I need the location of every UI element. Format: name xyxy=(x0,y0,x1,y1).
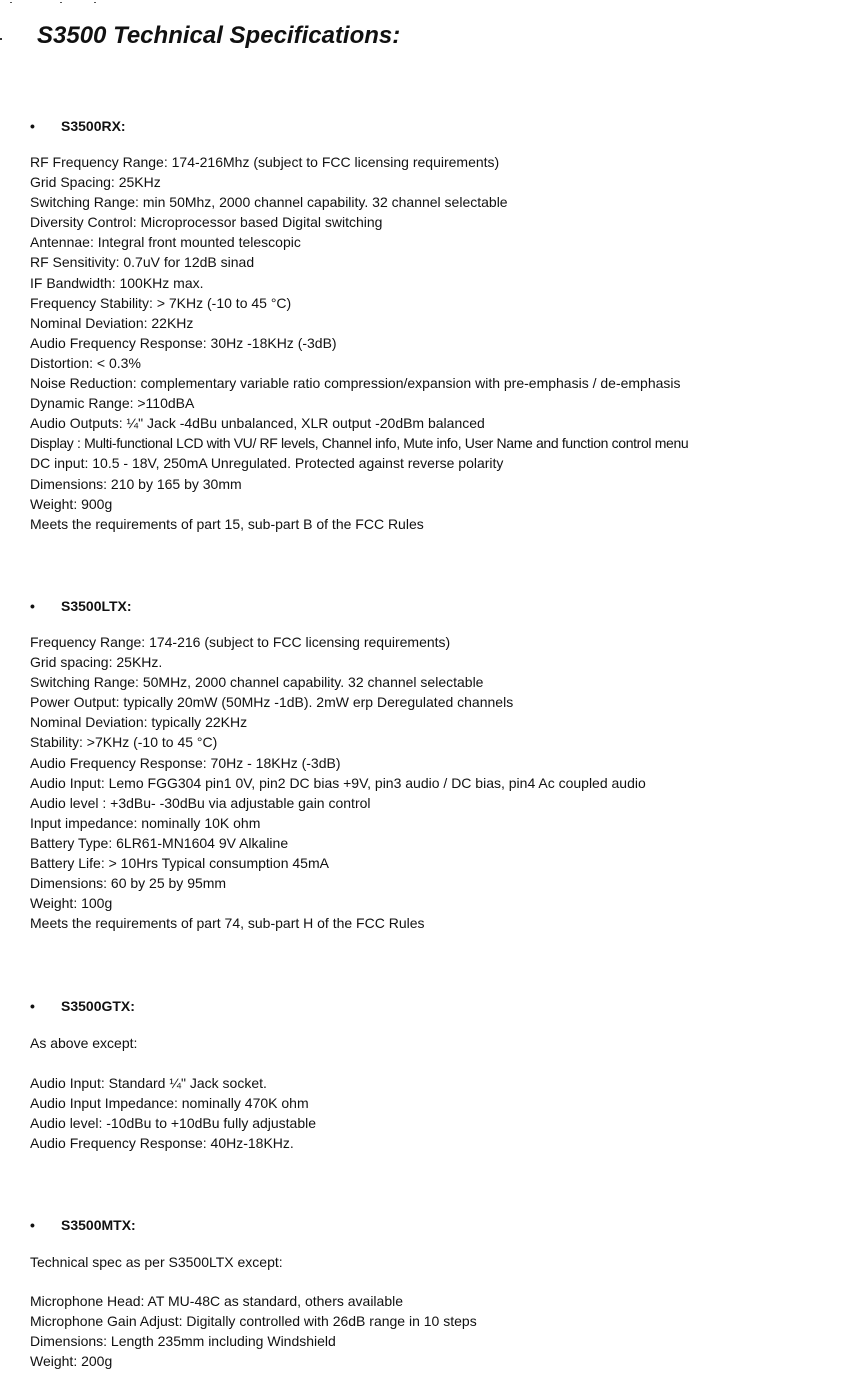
spec-line: Noise Reduction: complementary variable ratio compression/expansion with pre-emphasis / de-emphasis xyxy=(30,375,681,392)
section-intro: Technical spec as per S3500LTX except: xyxy=(30,1254,283,1270)
section-heading xyxy=(30,116,868,136)
spec-line: RF Sensitivity: 0.7uV for 12dB sinad xyxy=(30,254,255,271)
section-heading xyxy=(30,596,868,616)
section-s3500gtx xyxy=(30,996,868,1153)
section-intro: As above except: xyxy=(30,1035,138,1051)
bullet-icon: • xyxy=(30,998,35,1014)
spec-line: Audio Outputs: ¼" Jack -4dBu unbalanced, XLR output -20dBm balanced xyxy=(30,415,485,432)
spec-line: Audio Input Impedance: nominally 470K ohm xyxy=(30,1095,309,1112)
spec-list xyxy=(30,632,868,933)
spec-list xyxy=(30,1291,868,1371)
spec-line: Weight: 100g xyxy=(30,895,113,912)
section-heading xyxy=(30,996,868,1016)
spec-line: DC input: 10.5 - 18V, 250mA Unregulated. Protected against reverse polarity xyxy=(30,455,504,472)
section-s3500ltx xyxy=(30,596,868,933)
spec-line: Grid Spacing: 25KHz xyxy=(30,174,161,191)
spec-line: Switching Range: 50MHz, 2000 channel capability. 32 channel selectable xyxy=(30,674,484,691)
spec-line: Frequency Range: 174-216 (subject to FCC licensing requirements) xyxy=(30,634,451,650)
spec-line: Audio Frequency Response: 70Hz - 18KHz (-3dB) xyxy=(30,754,341,771)
heading-label: S3500MTX: xyxy=(61,1217,136,1233)
section-heading xyxy=(30,1215,868,1235)
heading-label: S3500RX: xyxy=(61,118,126,134)
spec-list xyxy=(30,1073,868,1153)
spec-line: Battery Type: 6LR61-MN1604 9V Alkaline xyxy=(30,834,289,851)
spec-line: Diversity Control: Microprocessor based Digital switching xyxy=(30,214,383,231)
spec-line: IF Bandwidth: 100KHz max. xyxy=(30,274,204,291)
spec-line: Dynamic Range: >110dBA xyxy=(30,395,195,412)
spec-line: Audio Input: Lemo FGG304 pin1 0V, pin2 DC bias +9V, pin3 audio / DC bias, pin4 Ac coupled audio xyxy=(30,774,646,791)
spec-line: Audio Input: Standard ¼" Jack socket. xyxy=(30,1075,267,1092)
spec-line: Audio Frequency Response: 40Hz-18KHz. xyxy=(30,1135,294,1152)
spec-line: Meets the requirements of part 15, sub-part B of the FCC Rules xyxy=(30,515,424,532)
spec-line: Switching Range: min 50Mhz, 2000 channel capability. 32 channel selectable xyxy=(30,194,508,211)
heading-label: S3500GTX: xyxy=(61,998,135,1014)
spec-line: Display : Multi-functional LCD with VU/ RF levels, Channel info, Mute info, User Name and function control menu xyxy=(30,435,689,452)
spec-line: Audio Frequency Response: 30Hz -18KHz (-3dB) xyxy=(30,334,337,351)
spec-line: Input impedance: nominally 10K ohm xyxy=(30,814,261,831)
spec-line: Nominal Deviation: 22KHz xyxy=(30,314,194,331)
page-title: S3500 Technical Specifications: xyxy=(37,22,401,49)
scan-mark xyxy=(0,38,2,40)
spec-line: Audio level : +3dBu- -30dBu via adjustable gain control xyxy=(30,794,371,811)
section-s3500mtx xyxy=(30,1215,868,1371)
bullet-icon: • xyxy=(30,1217,35,1233)
spec-line: Weight: 200g xyxy=(30,1353,113,1370)
spec-line: Dimensions: 60 by 25 by 95mm xyxy=(30,875,227,892)
spec-line: Audio level: -10dBu to +10dBu fully adjustable xyxy=(30,1115,317,1132)
spec-line: Dimensions: Length 235mm including Windshield xyxy=(30,1333,336,1350)
spec-line: Frequency Stability: > 7KHz (-10 to 45 °C) xyxy=(30,294,292,311)
spec-line: Weight: 900g xyxy=(30,495,113,512)
spec-line: Battery Life: > 10Hrs Typical consumption 45mA xyxy=(30,855,329,872)
spec-list xyxy=(30,152,868,534)
spec-line: Meets the requirements of part 74, sub-part H of the FCC Rules xyxy=(30,915,425,932)
spec-line: Power Output: typically 20mW (50MHz -1dB). 2mW erp Deregulated channels xyxy=(30,694,514,711)
spec-line: Nominal Deviation: typically 22KHz xyxy=(30,714,248,731)
spec-line: Distortion: < 0.3% xyxy=(30,354,141,371)
bullet-icon: • xyxy=(30,598,35,614)
spec-line: Microphone Head: AT MU-48C as standard, others available xyxy=(30,1293,404,1310)
spec-line: Antennae: Integral front mounted telescopic xyxy=(30,234,301,251)
spec-line: Microphone Gain Adjust: Digitally controlled with 26dB range in 10 steps xyxy=(30,1313,477,1330)
bullet-icon: • xyxy=(30,118,35,134)
spec-line: Stability: >7KHz (-10 to 45 °C) xyxy=(30,734,218,751)
section-s3500rx xyxy=(30,116,868,534)
heading-label: S3500LTX: xyxy=(61,598,132,614)
spec-line: RF Frequency Range: 174-216Mhz (subject to FCC licensing requirements) xyxy=(30,154,500,170)
spec-line: Dimensions: 210 by 165 by 30mm xyxy=(30,475,242,492)
spec-line: Grid spacing: 25KHz. xyxy=(30,654,163,671)
scan-specks xyxy=(0,2,120,6)
